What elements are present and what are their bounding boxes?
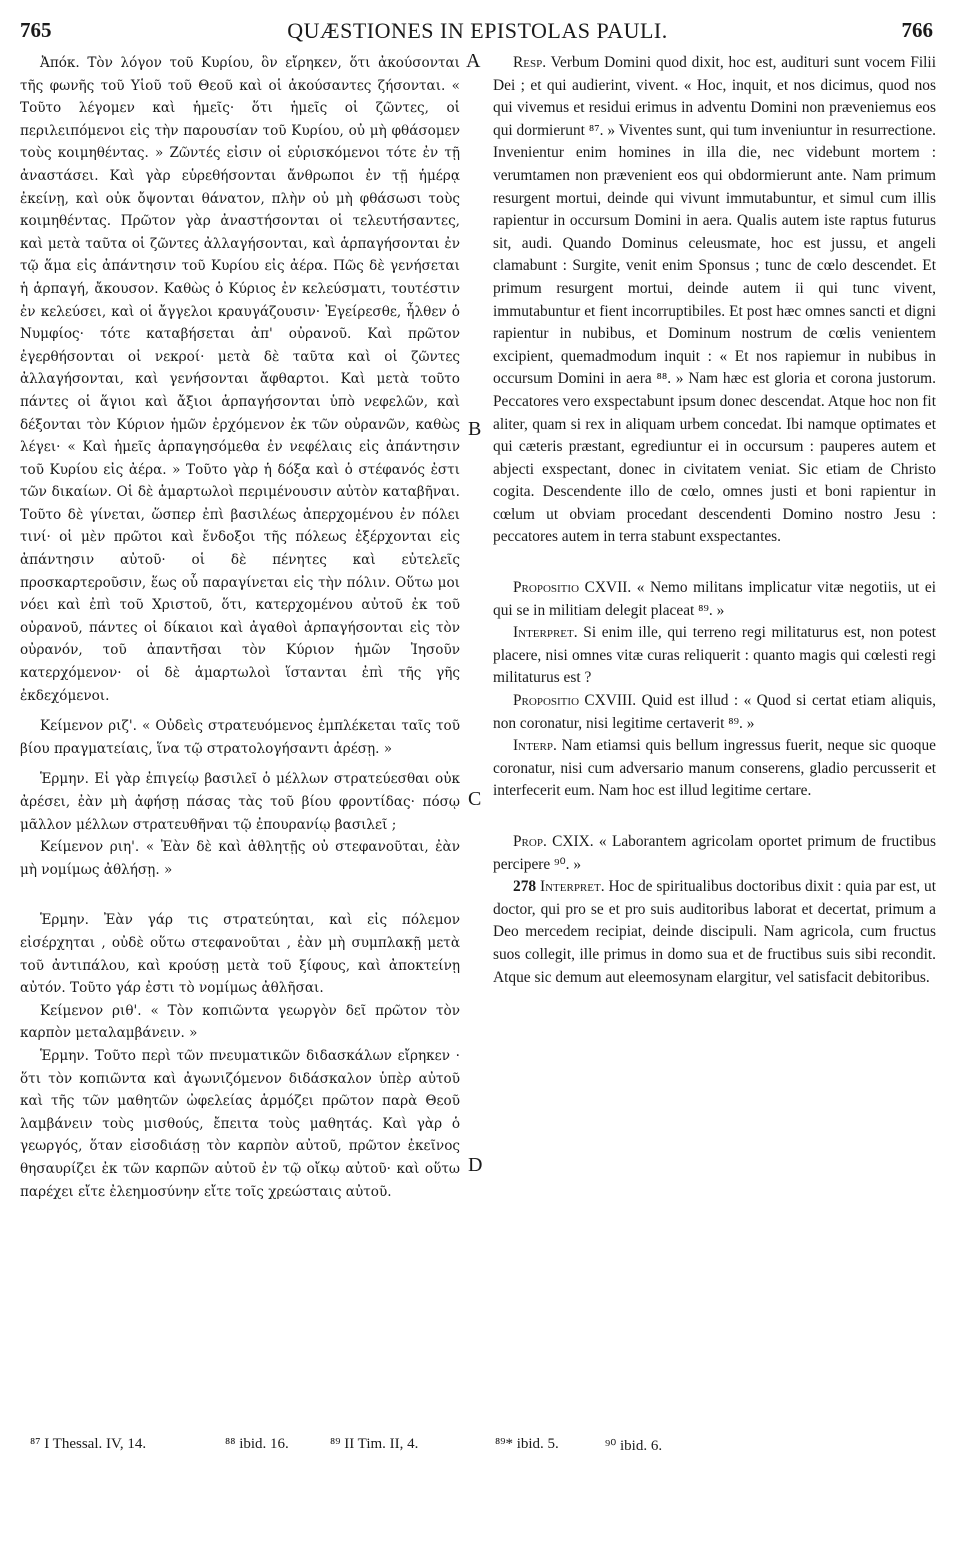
paragraph-label: Prop. CXIX. — [513, 833, 594, 850]
greek-paragraph: Ἑρμην. Ἐὰν γάρ τις στρατεύηται, καὶ εἰς πόλεμον εἰσέρχηται , οὐδὲ οὕτω στεφανοῦται , ἐὰν μὴ συμπλακῇ μετὰ τοῦ ἀντιπάλου, καὶ κρούσῃ μετὰ τοῦ ξίφους, καὶ ἀποκτείνῃ αὐτόν. Τοῦτο γάρ ἐστι τὸ νομίμως ἀθλῆσαι. — [20, 912, 460, 997]
latin-paragraph — [493, 735, 936, 803]
paragraph-text: Nam etiamsi quis bellum ingressus fuerit, neque sic quoque coronatur, nisi cum adversario manum conserens, gladio percusserit et interfecerit eum. Nam hoc est illud legitime certare. — [493, 737, 936, 800]
paragraph-text: Verbum Domini quod dixit, hoc est, audituri sunt vocem Filii Dei ; et qui audierint, vivent. « Hoc, inquit, et nos dicimus, quod nos qui vivemus et residui erimus in adventu Domini non præveniemus eos qui dormierunt ⁸⁷. » Viventes sunt, qui tum inveniuntur in resurrectione. Invenientur enim homines in illa die, nec videbunt mortem : verumtamen non prævenient eos qui obdormierunt ante. Nam primum resurgent mortui, deinde qui vivunt immutabuntur, et simul cum illis rapientur in occursum Domini in aera. Qualis autem iste raptus futurus sit, audi. Quando Dominus celeusmate, hoc est jussu, et angeli clamabunt : Surgite, venit enim Sponsus ; tunc de cœlo descendet. Et primum resurgent mortui, deinde autem ii qui tunc vivent, immutabuntur et fient incorruptibiles. Et post hæc omnes sancti et digni rapientur in nubibus, et Dominum nostrum de cœlis venientem excipient, quemadmodum inquit : « Et nos rapiemur in nubibus in occursum Domini in aera ⁸⁸. » Nam hæc est gloria et corona justorum. Peccatores vero exspectabunt ipsum donec descendat. Atque hoc non fit aliter, quam si rex in aliquam urbem concedat. Ibi namque optimates et qui cæteris præstant, egrediuntur ei in occursum : pauperes autem et abjecti exspectant, donec in civitatem veniat. Sic etiam de Christo cogita. Descendente illo de cœlo, omnes justi et boni rapientur in cœlum ut obviam procedant descendenti Domino nostro Jesu : peccatores autem in terra stabunt exspectantes. — [493, 54, 936, 546]
footnote: ⁸⁸ ibid. 16. — [225, 1436, 289, 1452]
greek-paragraph: Ἑρμην. Εἰ γὰρ ἐπιγείῳ βασιλεῖ ὁ μέλλων στρατεύεσθαι οὐκ ἀρέσει, ἐὰν μὴ ἀφήσῃ πάσας τὰς τοῦ βίου φροντίδας· πόσῳ μᾶλλον μέλλων στρατευθῆναι τῷ ἐπουρανίῳ βασιλεῖ ; — [20, 771, 460, 833]
page-number-left: 765 — [20, 18, 52, 42]
footnote: ⁸⁹ II Tim. II, 4. — [330, 1436, 419, 1452]
running-title: QUÆSTIONES IN EPISTOLAS PAULI. — [287, 18, 668, 43]
paragraph-text: Quid est illud : « Quod si certat etiam aliquis, non coronatur, nisi legitime certaverit ⁸⁹. » — [493, 692, 937, 732]
paragraph-text: « Nemo militans implicatur vitæ negotiis, ut ei qui se in militiam delegit placeat ⁸⁹. » — [493, 579, 936, 619]
margin-marker-c: C — [468, 788, 482, 810]
latin-paragraph — [493, 831, 936, 876]
greek-paragraph: Ἀπόκ. Τὸν λόγον τοῦ Κυρίου, ὃν εἴρηκεν, ὅτι ἀκούσονται τῆς φωνῆς τοῦ Υἱοῦ τοῦ Θεοῦ καὶ οἱ ἀκούσαντες ζήσονται. « Τοῦτο λέγομεν καὶ ἡμεῖς· ὅτι ἡμεῖς οἱ ζῶντες, οἱ περιλειπόμενοι εἰς τὴν παρουσίαν τοῦ Κυρίου, οὐ μὴ φθάσομεν τοὺς κοιμηθέντας. » Ζῶντές εἰσιν οἱ εὑρισκόμενοι τότε ἐν τῇ ἀναστάσει. Καὶ γὰρ εὑρεθήσονται ἄνθρωποι ἐν τῇ ἡμέρᾳ ἐκείνῃ, καὶ οὐκ ὄψονται θάνατον, πλὴν οὐ μὴ φθάσωσι τοὺς κοιμηθέντας. Πρῶτον γὰρ ἀναστήσονται οἱ τελευτήσαντες, καὶ μετὰ ταῦτα οἱ ζῶντες ἀλλαγήσονται, καὶ ἁρπαγήσονται ἐν τῷ ἅμα εἰς ἀπάντησιν τοῦ Κυρίου εἰς ἀέρα. Πῶς δὲ γενήσεται ἡ ἁρπαγή, ἄκουσον. Καθὼς ὁ Κύριος ἐν κελεύσματι, τουτέστιν ἐν κελεύσει, καὶ οἱ ἄγγελοι κραυγάζουσιν· Ἐγείρεσθε, ἦλθεν ὁ Νυμφίος· τότε καταβήσεται ἀπ' οὐρανοῦ. Καὶ πρῶτον ἐγερθήσονται οἱ νεκροί· μετὰ δὲ ταῦτα καὶ οἱ ζῶντες ἀλλαγήσονται, καὶ γενήσονται ἄφθαρτοι. Καὶ μετὰ τοῦτο πάντες οἱ ἅγιοι καὶ ἄξιοι ἁρπαγήσονται ὑπὸ νεφελῶν, καὶ δέξονται τὸν Κύριον ἡμῶν ἐρχόμενον ἐκ τῶν οὐρανῶν, καθὼς λέγει· « Καὶ ἡμεῖς ἁρπαγησόμεθα ἐν νεφέλαις εἰς ἀπάντησιν τοῦ Κυρίου εἰς ἀέρα. » Τοῦτο γὰρ ἡ δόξα καὶ ὁ στέφανός ἐστι τῶν δικαίων. Οἱ δὲ ἁμαρτωλοὶ περιμένουσιν αὐτὸν καταβῆναι. Τοῦτο δὲ γίνεται, ὥσπερ ἐπὶ βασιλέως ἀπερχομένου ἐν πόλει τινί· οἱ μὲν πρῶτοι καὶ ἔνδοξοι τῆς πόλεως ἐξέρχονται εἰς ἀπάντησιν αὐτοῦ· οἱ δὲ πένητες καὶ εὐτελεῖς προσκαρτεροῦσιν, ἕως οὗ παραγίνεται εἰς τὴν πόλιν. Οὕτω μοι νόει καὶ ἐπὶ τοῦ Χριστοῦ, ὅτι, κατερχομένου αὐτοῦ ἐκ τοῦ οὐρανοῦ, πάντες οἱ δίκαιοι καὶ ἀγαθοὶ ἁρπαγήσονται εἰς τὸν οὐρανόν, τοῦ ἀπαντῆσαι τὸν Κύριον ἡμῶν Ἰησοῦν κατερχόμενον· οἱ δὲ ἁμαρτωλοὶ ἵστανται ἐπὶ τῆς γῆς ἐκδεχόμενοι. — [20, 55, 460, 704]
greek-column — [20, 52, 460, 1203]
paragraph-label: Interpret. — [513, 624, 578, 642]
paragraph-label: Propositio CXVIII. — [513, 692, 637, 710]
latin-paragraph — [493, 622, 936, 690]
running-header — [0, 14, 955, 44]
latin-column — [493, 52, 936, 989]
margin-marker-b: B — [468, 418, 482, 440]
paragraph-text: Hoc de spiritualibus doctoribus dixit : quia par est, ut doctor, qui pro se et pro suis auditoribus laborat et decertat, primum a Deo mercedem recipiat, deinde discipuli. Nam agricola, cum fructus suos collegit, ille primus in domo sua et de fructibus suis sibi recondit. Atque sic demum aut eleemosynam elargitur, vel satisfacit debitoribus. — [493, 878, 936, 986]
latin-paragraph — [493, 577, 936, 622]
paragraph-text: « Laborantem agricolam oportet primum de fructibus percipere ⁹⁰. » — [493, 833, 936, 873]
paragraph-label: Resp. — [513, 54, 547, 71]
page-number-right: 766 — [901, 18, 933, 42]
greek-paragraph: Ἑρμην. Τοῦτο περὶ τῶν πνευματικῶν διδασκάλων εἴρηκεν · ὅτι τὸν κοπιῶντα καὶ ἀγωνιζόμενον διδάσκαλον ὑπὲρ αὐτοῦ καὶ τῆς τῶν μαθητῶν ὠφελείας ἁρμόζει πρῶτον παρὰ Θεοῦ λαμβάνειν τοὺς μισθούς, ἔπειτα τοὺς μαθητάς. Καὶ γὰρ ὁ γεωργός, ὅταν εἰσοδιάσῃ τὸν καρπὸν αὐτοῦ, πρῶτον ἐκεῖνος θησαυρίζει ἐκ τῶν καρπῶν αὐτοῦ ἐν τῷ οἴκῳ αὐτοῦ· καὶ οὕτω παρέχει εἴτε ἐλεημοσύνην εἴτε τοῖς χρεώσταις αὐτοῦ. — [20, 1047, 460, 1200]
paragraph-label: Interp. — [513, 737, 557, 755]
footnote: ⁸⁹* ibid. 5. — [495, 1436, 559, 1452]
paragraph-label: Propositio CXVII. — [513, 579, 632, 597]
column-number: 278 — [513, 878, 537, 896]
greek-paragraph: Κείμενον ριθ'. « Τὸν κοπιῶντα γεωργὸν δεῖ πρῶτον τὸν καρπὸν μεταλαμβάνειν. » — [20, 1002, 460, 1042]
latin-paragraph — [493, 690, 936, 735]
latin-paragraph — [493, 52, 936, 549]
greek-paragraph: Κείμενον ριζ'. « Οὐδεὶς στρατευόμενος ἐμπλέκεται ταῖς τοῦ βίου πραγματείαις, ἵνα τῷ στρατολογήσαντι ἀρέσῃ. » — [20, 718, 460, 757]
margin-marker-a: A — [466, 50, 481, 72]
greek-paragraph: Κείμενον ριη'. « Ἐὰν δὲ καὶ ἀθλητῇς οὐ στεφανοῦται, ἐὰν μὴ νομίμως ἀθλήσῃ. » — [20, 839, 460, 878]
paragraph-text: Si enim ille, qui terreno regi militaturus est, non potest placere, nisi omnes vitæ curas reliquerit : quanto magis qui cœlesti regi militaturus est ? — [493, 624, 936, 687]
footnote: ⁸⁷ I Thessal. IV, 14. — [30, 1436, 147, 1452]
paragraph-label: Interpret. — [539, 878, 605, 896]
footnote: ⁹⁰ ibid. 6. — [605, 1438, 663, 1454]
latin-paragraph — [493, 876, 936, 989]
margin-marker-d: D — [468, 1154, 483, 1176]
